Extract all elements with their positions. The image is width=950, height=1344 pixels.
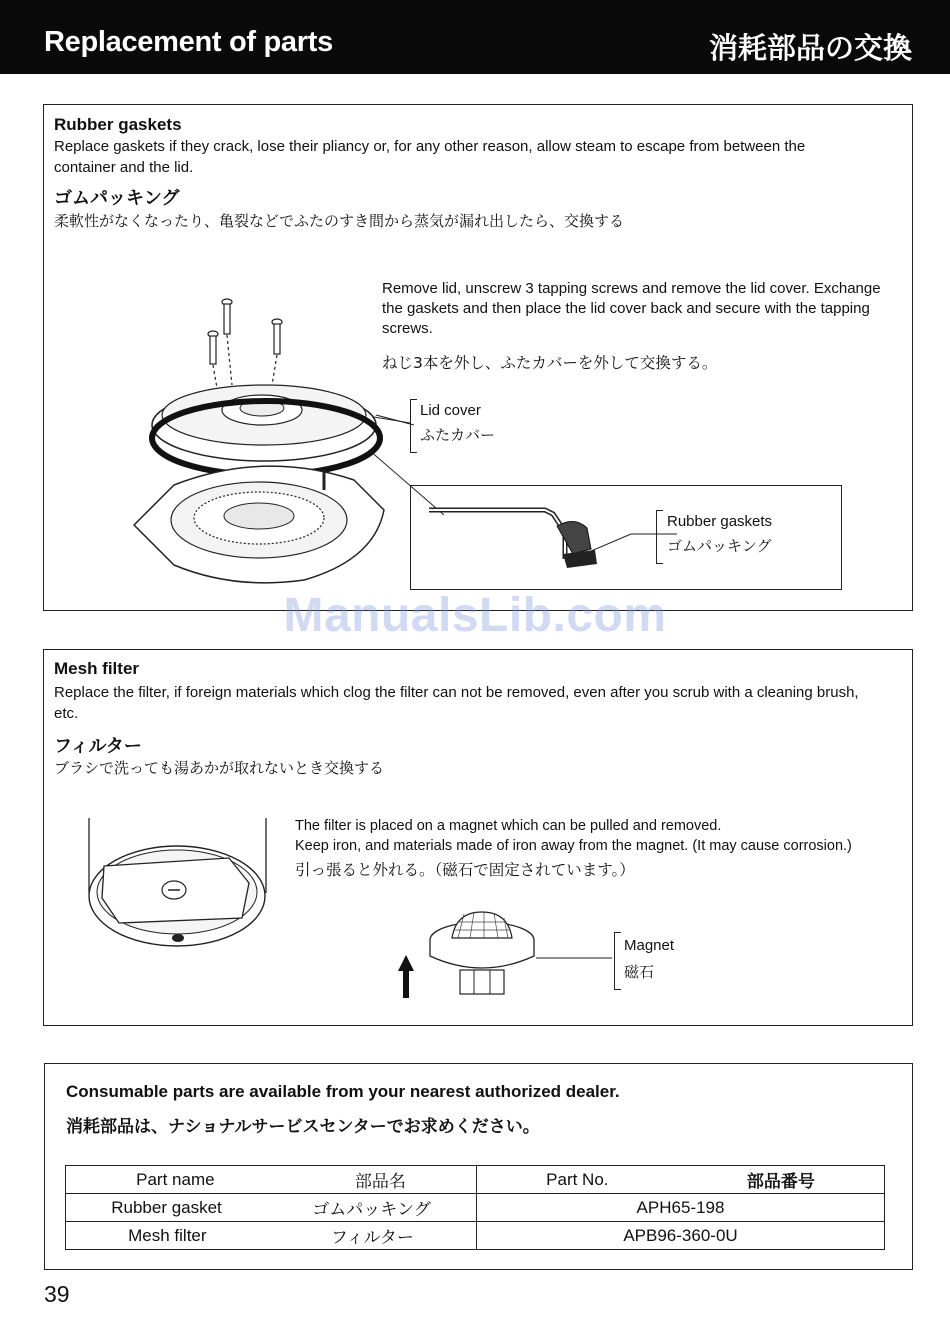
parts-table [65,1165,885,1250]
header-part-name: Part name [136,1169,215,1189]
filter-note-1: The filter is placed on a magnet which can be pulled and removed. [295,818,722,834]
table-row [66,1194,885,1222]
lid-assembly-illustration [114,290,444,600]
filter-note-2: Keep iron, and materials made of iron away from the magnet. (It may cause corrosion.) [295,838,852,854]
pull-up-arrow [396,955,416,1000]
page-header [0,0,950,74]
magnet-label: Magnet [624,937,675,954]
parts-table-header [66,1166,885,1194]
gaskets-instruction-ja: ねじ3本を外し、ふたカバーを外して交換する。 [382,354,718,372]
filter-panel [43,649,913,1026]
gasket-bracket [656,510,663,564]
part-name-ja: ゴムパッキング [312,1200,431,1220]
filter-note-ja: 引っ張ると外れる。（磁石で固定されています。） [295,861,635,879]
filter-title: Mesh filter [54,659,140,678]
container-top-illustration [84,818,274,953]
part-name-ja: フィルター [330,1228,414,1248]
gaskets-description-ja: 柔軟性がなくなったり、亀裂などでふたのすき間から蒸気が漏れ出したら、交換する [54,212,625,230]
lid-cover-label: Lid cover [420,402,481,419]
header-part-number-ja: 部品番号 [746,1172,815,1192]
filter-title-ja: フィルター [54,736,142,757]
magnet-bracket [614,932,621,990]
part-name: Mesh filter [128,1225,207,1245]
lid-cover-label-ja: ふたカバー [420,426,496,444]
header-part-number: Part No. [546,1169,609,1189]
watermark: ManualsLib.com [283,589,667,642]
part-number: APB96-360-0U [477,1222,885,1250]
gasket-label-ja: ゴムパッキング [667,537,772,555]
consumables-note-ja: 消耗部品は、ナショナルサービスセンターでお求めください。 [66,1117,540,1137]
magnet-leader [536,952,616,966]
filter-description-ja: ブラシで洗っても湯あかが取れないとき交換する [54,759,385,777]
page-title: Replacement of parts [44,26,333,58]
gaskets-title: Rubber gaskets [54,115,182,134]
filter-description: Replace the filter, if foreign materials which clog the filter can not be removed, even after you scrub with a cleaning brush, etc. [54,684,859,722]
lid-cover-bracket [410,399,417,453]
consumables-note: Consumable parts are available from your nearest authorized dealer. [66,1082,620,1101]
gaskets-title-ja: ゴムパッキング [54,188,180,209]
header-part-name-ja: 部品名 [354,1172,406,1192]
lid-cover-leader [374,415,414,425]
gaskets-description: Replace gaskets if they crack, lose their pliancy or, for any other reason, allow steam to escape from between the container and the lid. [54,138,806,176]
magnet-label-ja: 磁石 [624,963,655,981]
gaskets-instruction: Remove lid, unscrew 3 tapping screws and remove the lid cover. Exchange the gaskets and then place the lid cover back and secure with the tapping screws. [382,280,881,337]
gasket-cross-section-inset [410,485,842,590]
part-number: APH65-198 [477,1194,885,1222]
table-row [66,1222,885,1250]
page-number: 39 [44,1281,70,1307]
page-title-ja: 消耗部品の交換 [708,31,912,65]
gasket-label: Rubber gaskets [667,513,773,530]
mesh-filter-illustration [424,908,544,1003]
part-name: Rubber gasket [111,1197,222,1217]
gaskets-panel [43,104,913,611]
